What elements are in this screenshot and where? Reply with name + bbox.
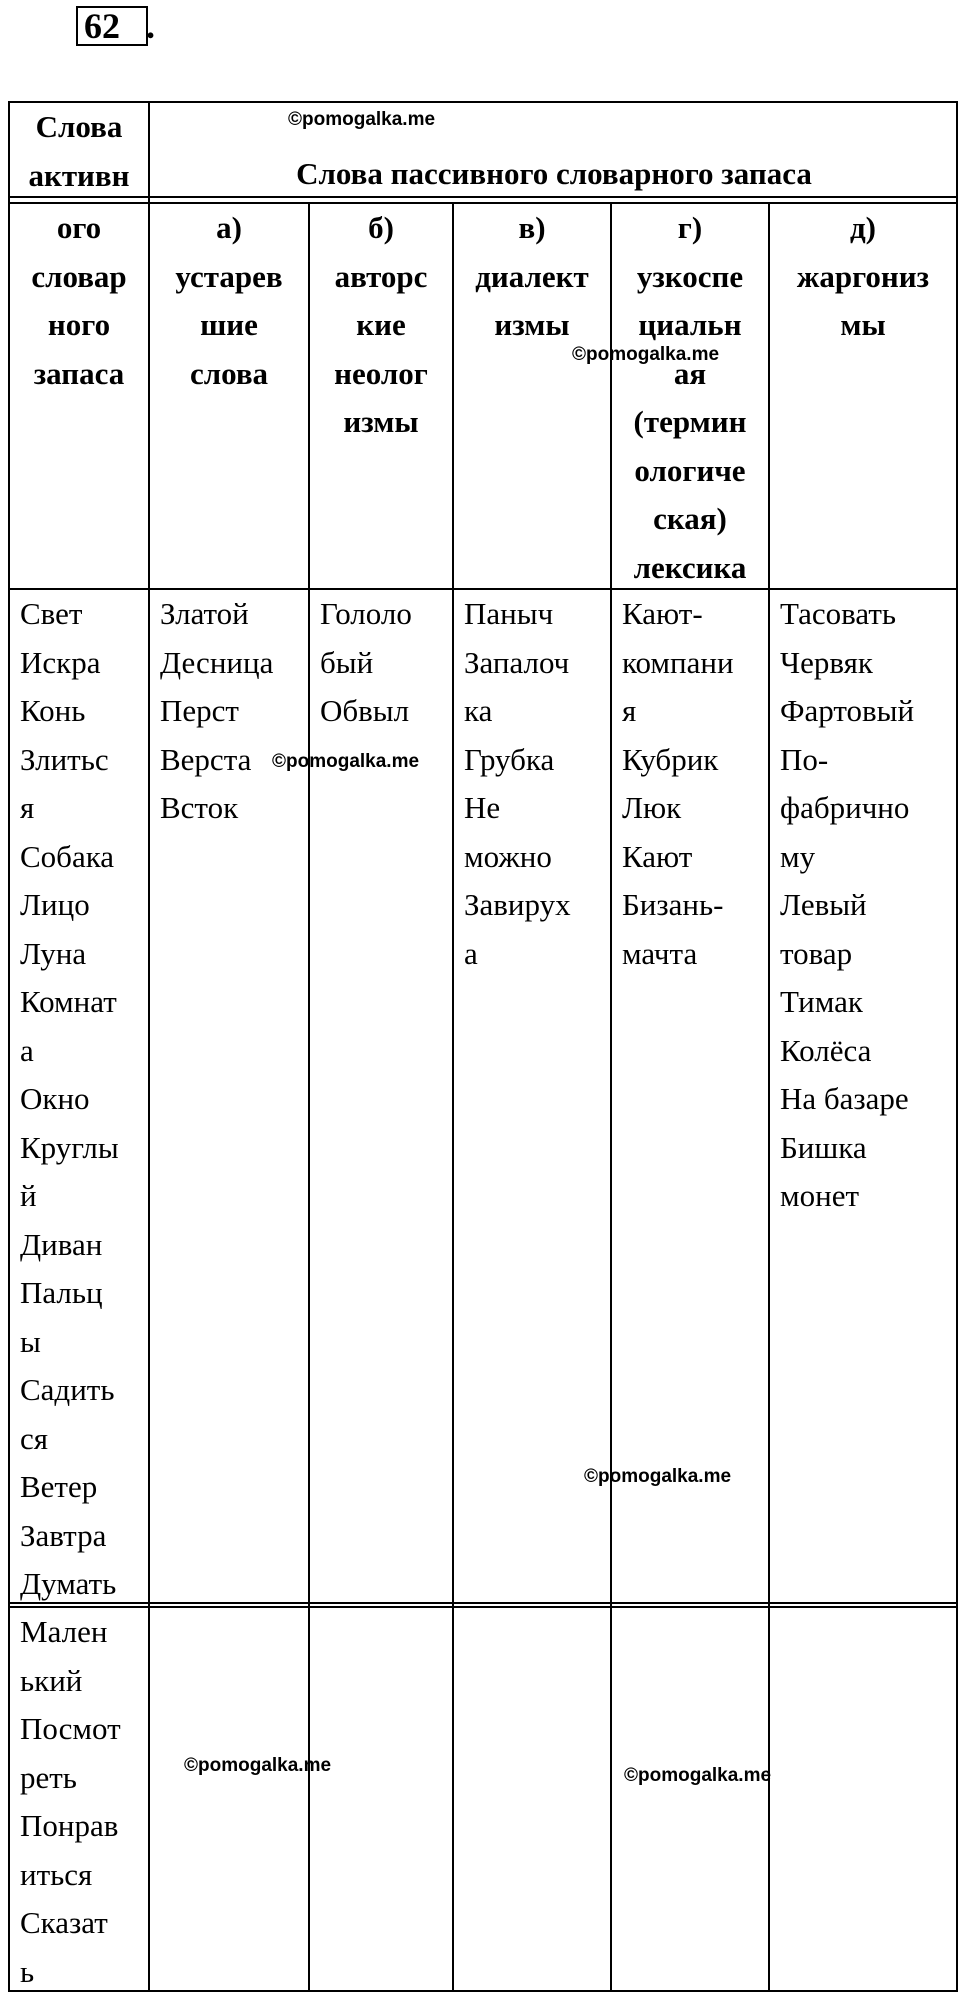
- watermark-3: ©pomogalka.me: [272, 751, 420, 772]
- row1-active-words: Свет Искра Конь Злитьс я Собака Лицо Луна Комнат а Окно Круглы й Диван Пальц ы Садить ся Ветер Завтра Думать: [20, 596, 119, 1601]
- watermark-2: ©pomogalka.me: [572, 344, 720, 365]
- table-line-col3: [452, 202, 454, 1992]
- row2-active-words: Мален ький Посмот реть Понрав иться Сказат ь: [20, 1614, 121, 1989]
- table-line-col2: [308, 202, 310, 1992]
- table-line-row1-bottom-2: [8, 1606, 958, 1608]
- subheader-terminology: г) узкоспе циальн ая (термин ологиче ская) лексика: [633, 210, 747, 585]
- passive-vocabulary-title: Слова пассивного словарного запаса: [296, 156, 812, 191]
- table-border-top: [8, 101, 958, 103]
- table-border-bottom: [8, 1990, 958, 1992]
- watermark-6: ©pomogalka.me: [624, 1765, 772, 1786]
- row1-jargonisms: Тасовать Червяк Фартовый По- фабрично му Левый товар Тимак Колёса На базаре Бишка монет: [780, 596, 915, 1213]
- table-line-row1-bottom: [8, 1602, 958, 1604]
- row1-terminology: Кают- компани я Кубрик Люк Кают Бизань- мачта: [622, 596, 734, 971]
- table-border-right: [956, 101, 958, 1992]
- row1-dialectisms: Паныч Запалоч ка Грубка Не можно Завирух а: [464, 596, 571, 971]
- exercise-number: 62: [84, 6, 120, 46]
- subheader-dialectisms: в) диалект измы: [475, 210, 589, 342]
- watermark-4: ©pomogalka.me: [584, 1466, 732, 1487]
- subheader-neologisms: б) авторс кие неолог измы: [334, 210, 428, 439]
- subheader-jargonisms: д) жаргониз мы: [796, 210, 930, 342]
- row1-neologisms: Гололо бый Обвыл: [320, 596, 412, 728]
- exercise-number-dot: .: [146, 6, 155, 46]
- row1-archaisms: Златой Десница Перст Верста Всток: [160, 596, 274, 825]
- col-active-header-bottom: ого словар ного запаса: [31, 210, 127, 391]
- watermark-5: ©pomogalka.me: [184, 1755, 332, 1776]
- subheader-archaisms: а) устарев шие слова: [175, 210, 283, 391]
- watermark-1: ©pomogalka.me: [288, 109, 436, 130]
- table-line-title-bottom: [8, 196, 958, 198]
- col-active-header-top: Слова активн: [28, 109, 130, 193]
